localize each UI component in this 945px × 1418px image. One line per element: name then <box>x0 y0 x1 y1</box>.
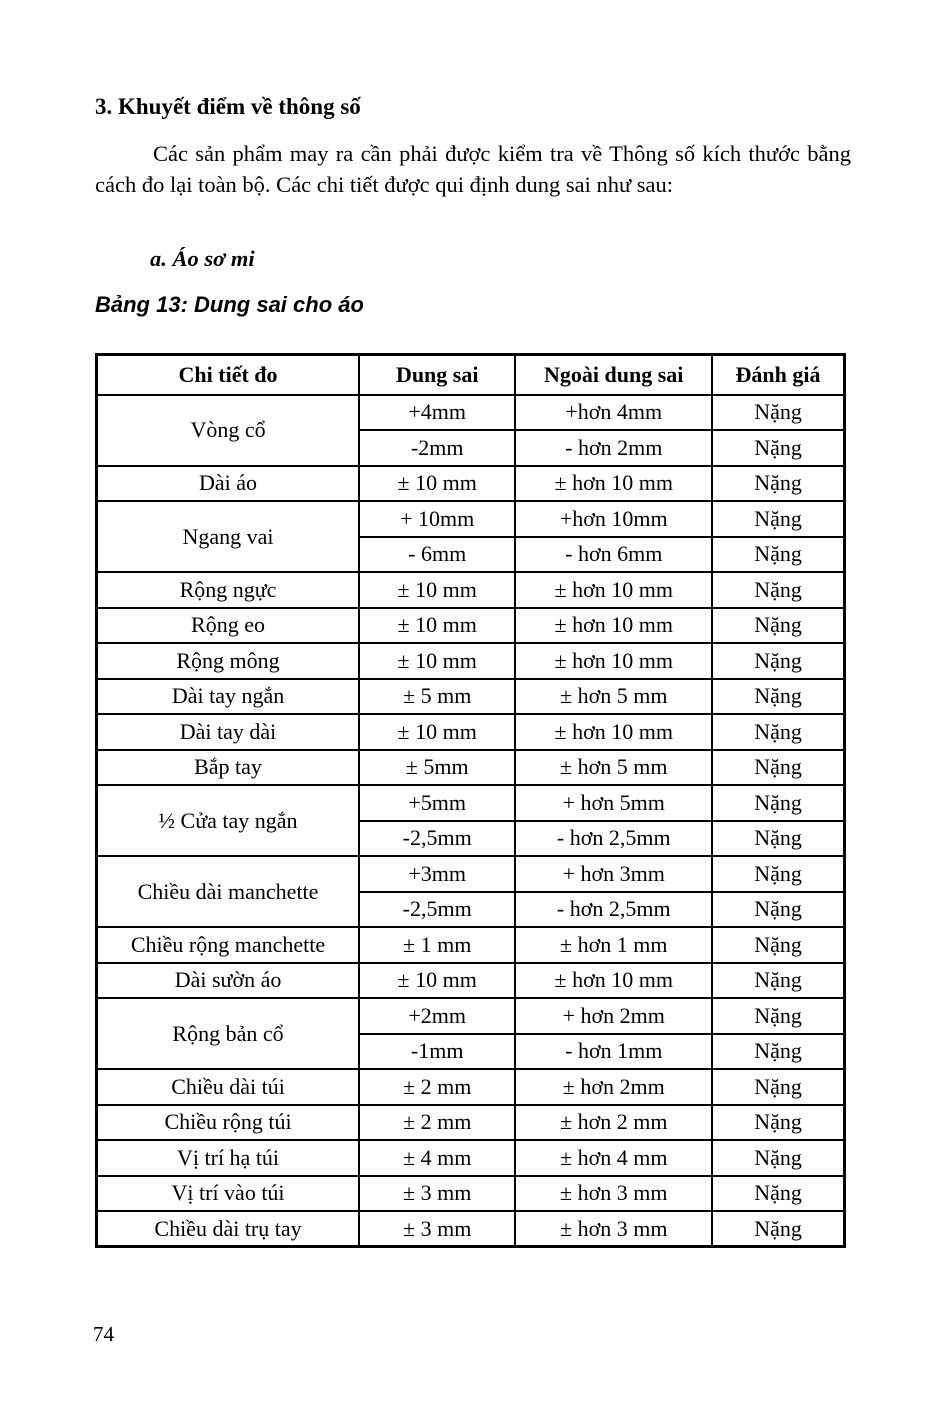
measure-cell: Bắp tay <box>97 750 360 786</box>
measure-cell: Vòng cổ <box>97 395 360 466</box>
table-row <box>97 998 845 1034</box>
rating-cell: Nặng <box>712 1176 844 1212</box>
out-of-tolerance-cell: ± hơn 5 mm <box>515 679 712 715</box>
table-row <box>97 1140 845 1176</box>
table-row <box>97 856 845 892</box>
table-row <box>97 608 845 644</box>
out-of-tolerance-cell: - hơn 1mm <box>515 1034 712 1070</box>
rating-cell: Nặng <box>712 537 844 573</box>
tolerance-cell: ± 10 mm <box>359 963 515 999</box>
rating-cell: Nặng <box>712 785 844 821</box>
measure-cell: Rộng mông <box>97 643 360 679</box>
out-of-tolerance-cell: + hơn 5mm <box>515 785 712 821</box>
table-row <box>97 1176 845 1212</box>
tolerance-cell: ± 4 mm <box>359 1140 515 1176</box>
tolerance-cell: +3mm <box>359 856 515 892</box>
tolerance-cell: - 6mm <box>359 537 515 573</box>
rating-cell: Nặng <box>712 430 844 466</box>
table-caption: Bảng 13: Dung sai cho áo <box>95 292 364 317</box>
out-of-tolerance-cell: +hơn 10mm <box>515 501 712 537</box>
tolerance-cell: -2,5mm <box>359 821 515 857</box>
measure-cell: Chiều rộng túi <box>97 1105 360 1141</box>
header-cell-measure: Chi tiết đo <box>97 355 360 395</box>
tolerance-cell: ± 10 mm <box>359 643 515 679</box>
body-paragraph: Các sản phẩm may ra cần phải được kiểm tra về Thông số kích thước bằng cách đo lại toàn bộ. Các chi tiết được qui định dung sai như sau: <box>95 141 851 197</box>
out-of-tolerance-cell: ± hơn 10 mm <box>515 572 712 608</box>
table-row <box>97 1069 845 1105</box>
measure-cell: Chiều dài trụ tay <box>97 1211 360 1247</box>
measure-cell: Dài sườn áo <box>97 963 360 999</box>
out-of-tolerance-cell: - hơn 2,5mm <box>515 821 712 857</box>
subsection-heading: a. Áo sơ mi <box>150 246 255 271</box>
table-row <box>97 466 845 502</box>
rating-cell: Nặng <box>712 750 844 786</box>
measure-cell: Dài áo <box>97 466 360 502</box>
tolerance-cell: +5mm <box>359 785 515 821</box>
measure-cell: ½ Cửa tay ngắn <box>97 785 360 856</box>
rating-cell: Nặng <box>712 572 844 608</box>
tolerance-cell: ± 10 mm <box>359 714 515 750</box>
out-of-tolerance-cell: ± hơn 10 mm <box>515 714 712 750</box>
header-cell-out-of-tolerance: Ngoài dung sai <box>515 355 712 395</box>
table-row <box>97 1211 845 1247</box>
measure-cell: Chiều rộng manchette <box>97 927 360 963</box>
measure-cell: Vị trí hạ túi <box>97 1140 360 1176</box>
rating-cell: Nặng <box>712 643 844 679</box>
out-of-tolerance-cell: - hơn 2mm <box>515 430 712 466</box>
measure-cell: Rộng eo <box>97 608 360 644</box>
out-of-tolerance-cell: +hơn 4mm <box>515 395 712 431</box>
out-of-tolerance-cell: ± hơn 1 mm <box>515 927 712 963</box>
out-of-tolerance-cell: - hơn 6mm <box>515 537 712 573</box>
tolerance-table <box>95 353 846 1248</box>
tolerance-cell: ± 2 mm <box>359 1069 515 1105</box>
tolerance-cell: ± 10 mm <box>359 608 515 644</box>
tolerance-cell: +2mm <box>359 998 515 1034</box>
out-of-tolerance-cell: ± hơn 10 mm <box>515 963 712 999</box>
out-of-tolerance-cell: - hơn 2,5mm <box>515 892 712 928</box>
measure-cell: Rộng ngực <box>97 572 360 608</box>
out-of-tolerance-cell: + hơn 3mm <box>515 856 712 892</box>
table-row <box>97 1105 845 1141</box>
rating-cell: Nặng <box>712 998 844 1034</box>
rating-cell: Nặng <box>712 608 844 644</box>
table-row <box>97 572 845 608</box>
measure-cell: Dài tay dài <box>97 714 360 750</box>
rating-cell: Nặng <box>712 821 844 857</box>
rating-cell: Nặng <box>712 892 844 928</box>
out-of-tolerance-cell: ± hơn 10 mm <box>515 643 712 679</box>
rating-cell: Nặng <box>712 501 844 537</box>
header-cell-tolerance: Dung sai <box>359 355 515 395</box>
measure-cell: Dài tay ngắn <box>97 679 360 715</box>
out-of-tolerance-cell: ± hơn 2 mm <box>515 1105 712 1141</box>
table-row <box>97 643 845 679</box>
tolerance-cell: ± 2 mm <box>359 1105 515 1141</box>
table-row <box>97 785 845 821</box>
rating-cell: Nặng <box>712 395 844 431</box>
tolerance-cell: + 10mm <box>359 501 515 537</box>
section-heading: 3. Khuyết điểm về thông số <box>95 94 361 119</box>
rating-cell: Nặng <box>712 1105 844 1141</box>
tolerance-cell: -2mm <box>359 430 515 466</box>
out-of-tolerance-cell: ± hơn 3 mm <box>515 1176 712 1212</box>
tolerance-cell: ± 10 mm <box>359 466 515 502</box>
table-row <box>97 395 845 431</box>
tolerance-cell: ± 3 mm <box>359 1211 515 1247</box>
rating-cell: Nặng <box>712 1069 844 1105</box>
tolerance-cell: +4mm <box>359 395 515 431</box>
tolerance-cell: ± 5mm <box>359 750 515 786</box>
measure-cell: Ngang vai <box>97 501 360 572</box>
table-row <box>97 501 845 537</box>
tolerance-cell: -2,5mm <box>359 892 515 928</box>
rating-cell: Nặng <box>712 1140 844 1176</box>
measure-cell: Chiều dài túi <box>97 1069 360 1105</box>
measure-cell: Chiều dài manchette <box>97 856 360 927</box>
out-of-tolerance-cell: + hơn 2mm <box>515 998 712 1034</box>
rating-cell: Nặng <box>712 466 844 502</box>
tolerance-cell: -1mm <box>359 1034 515 1070</box>
table-row <box>97 750 845 786</box>
tolerance-cell: ± 5 mm <box>359 679 515 715</box>
out-of-tolerance-cell: ± hơn 4 mm <box>515 1140 712 1176</box>
page-number: 74 <box>93 1322 114 1346</box>
table-row <box>97 963 845 999</box>
out-of-tolerance-cell: ± hơn 3 mm <box>515 1211 712 1247</box>
rating-cell: Nặng <box>712 963 844 999</box>
tolerance-cell: ± 3 mm <box>359 1176 515 1212</box>
table-row <box>97 927 845 963</box>
tolerance-cell: ± 1 mm <box>359 927 515 963</box>
rating-cell: Nặng <box>712 714 844 750</box>
out-of-tolerance-cell: ± hơn 10 mm <box>515 466 712 502</box>
out-of-tolerance-cell: ± hơn 5 mm <box>515 750 712 786</box>
tolerance-cell: ± 10 mm <box>359 572 515 608</box>
rating-cell: Nặng <box>712 679 844 715</box>
rating-cell: Nặng <box>712 1034 844 1070</box>
measure-cell: Rộng bản cổ <box>97 998 360 1069</box>
rating-cell: Nặng <box>712 1211 844 1247</box>
table-row <box>97 714 845 750</box>
header-cell-rating: Đánh giá <box>712 355 844 395</box>
table-row <box>97 679 845 715</box>
out-of-tolerance-cell: ± hơn 2mm <box>515 1069 712 1105</box>
table-header-row <box>97 355 845 395</box>
out-of-tolerance-cell: ± hơn 10 mm <box>515 608 712 644</box>
measure-cell: Vị trí vào túi <box>97 1176 360 1212</box>
rating-cell: Nặng <box>712 927 844 963</box>
rating-cell: Nặng <box>712 856 844 892</box>
